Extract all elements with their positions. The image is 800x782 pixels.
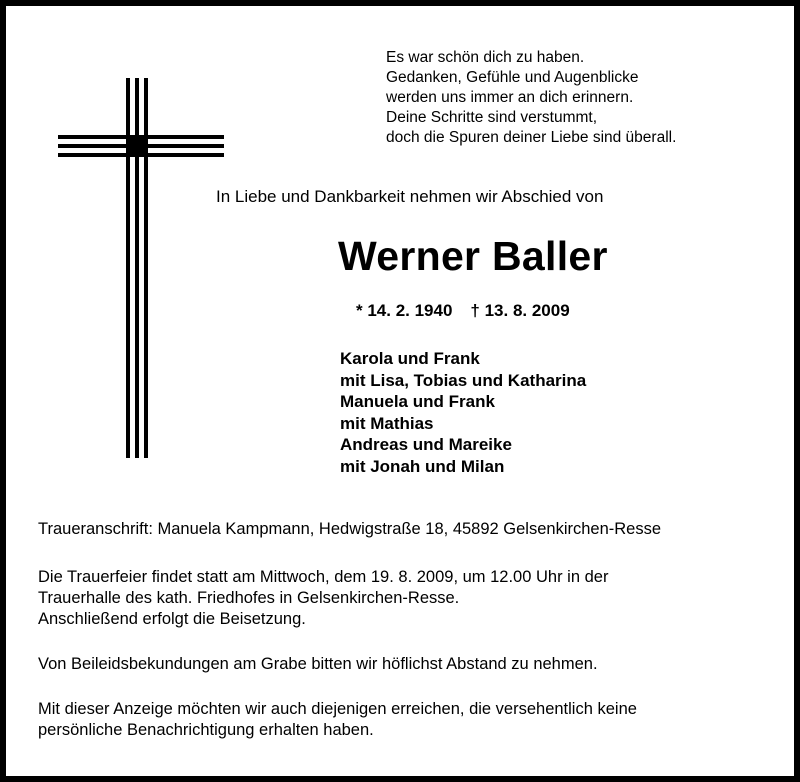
cross-icon xyxy=(58,78,224,458)
family-line: Andreas und Mareike xyxy=(340,435,512,454)
life-dates xyxy=(356,301,570,321)
notice-line: persönliche Benachrichtigung erhalten haben. xyxy=(38,721,374,739)
poem-line: Es war schön dich zu haben. xyxy=(386,49,585,66)
poem xyxy=(386,48,676,148)
poem-line: werden uns immer an dich erinnern. xyxy=(386,89,634,106)
poem-line: Gedanken, Gefühle und Augenblicke xyxy=(386,69,639,86)
family-line: mit Lisa, Tobias und Katharina xyxy=(340,370,587,390)
ceremony-line: Anschließend erfolgt die Beisetzung. xyxy=(38,610,306,628)
poem-line: doch die Spuren deiner Liebe sind überall. xyxy=(386,129,677,146)
condolences-paragraph xyxy=(38,654,598,675)
ceremony-line: Trauerhalle des kath. Friedhofes in Gelsenkirchen-Resse. xyxy=(38,589,460,607)
family-line: Manuela und Frank xyxy=(340,392,495,411)
family-list xyxy=(340,348,586,477)
birth-date: * 14. 2. 1940 xyxy=(356,301,453,320)
notice-paragraph xyxy=(38,699,637,741)
ceremony-paragraph xyxy=(38,567,608,630)
farewell-intro: In Liebe und Dankbarkeit nehmen wir Abschied von xyxy=(216,187,604,206)
mourning-address: Traueranschrift: Manuela Kampmann, Hedwigstraße 18, 45892 Gelsenkirchen-Resse xyxy=(38,520,662,538)
ceremony-line: Die Trauerfeier findet statt am Mittwoch, dem 19. 8. 2009, um 12.00 Uhr in der xyxy=(38,568,609,586)
condolences-line: Von Beileidsbekundungen am Grabe bitten wir höflichst Abstand zu nehmen. xyxy=(38,655,598,673)
poem-line: Deine Schritte sind verstummt, xyxy=(386,109,598,126)
death-date: † 13. 8. 2009 xyxy=(470,301,570,320)
family-line: mit Jonah und Milan xyxy=(340,456,505,476)
family-line: Karola und Frank xyxy=(340,349,480,368)
notice-line: Mit dieser Anzeige möchten wir auch diejenigen erreichen, die versehentlich keine xyxy=(38,700,637,718)
deceased-name: Werner Baller xyxy=(338,233,608,279)
family-line: mit Mathias xyxy=(340,413,434,433)
